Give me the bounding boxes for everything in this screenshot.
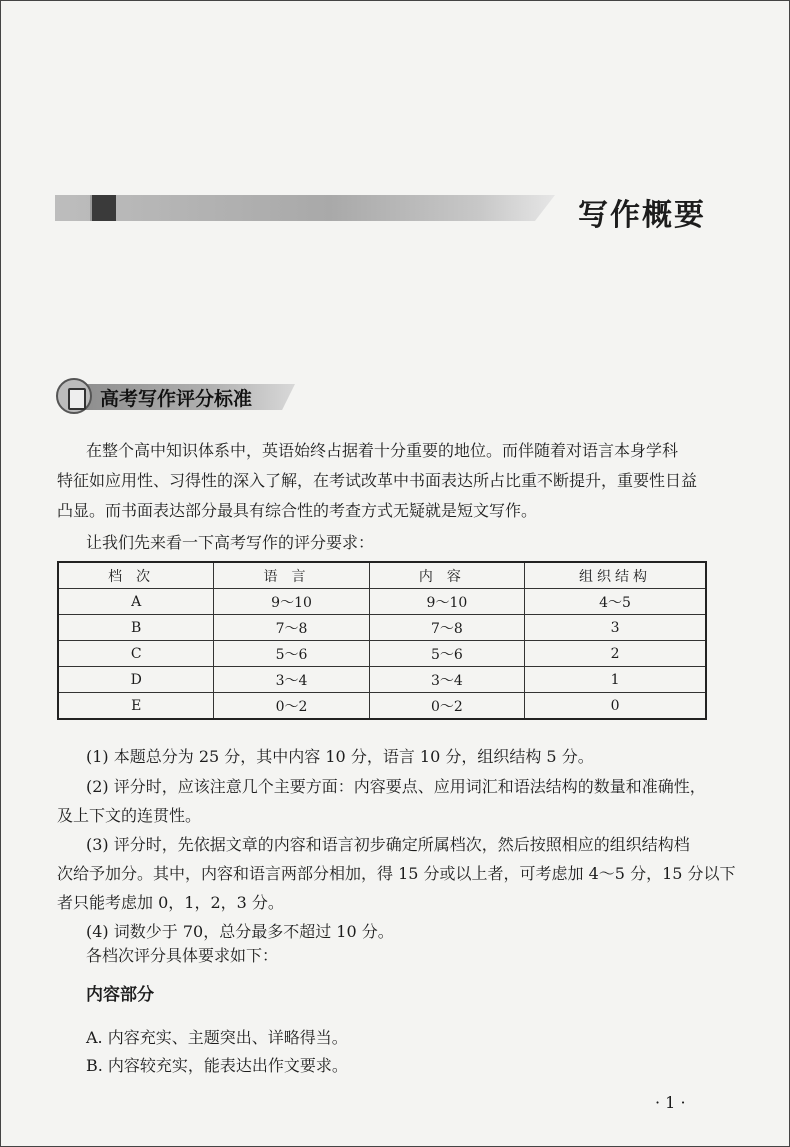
cell-content: 0～2 — [369, 693, 524, 720]
header-content: 内容 — [369, 562, 524, 589]
cell-language: 5～6 — [214, 641, 369, 667]
table-row — [58, 589, 706, 615]
table-row — [58, 667, 706, 693]
header-square-dark — [92, 195, 116, 221]
cell-language: 0～2 — [214, 693, 369, 720]
table-row — [58, 693, 706, 720]
section-badge-circle — [56, 378, 92, 414]
cell-grade: C — [58, 641, 214, 667]
table-row — [58, 615, 706, 641]
cell-language: 7～8 — [214, 615, 369, 641]
cell-organization: 1 — [525, 667, 706, 693]
table-header-row — [58, 562, 706, 589]
note-2-line-2: 及上下文的连贯性。 — [57, 806, 202, 825]
document-icon — [68, 388, 86, 410]
cell-content: 7～8 — [369, 615, 524, 641]
intro-line-4: 让我们先来看一下高考写作的评分要求： — [86, 533, 375, 552]
content-item-a: A. 内容充实、主题突出、详略得当。 — [86, 1028, 348, 1047]
note-1: (1) 本题总分为 25 分，其中内容 10 分，语言 10 分，组织结构 5 分。 — [86, 747, 594, 766]
cell-organization: 0 — [525, 693, 706, 720]
intro-line-1: 在整个高中知识体系中，英语始终占据着十分重要的地位。而伴随着对语言本身学科 — [86, 441, 679, 460]
header-grade: 档次 — [58, 562, 214, 589]
cell-organization: 4～5 — [525, 589, 706, 615]
scoring-table — [57, 561, 707, 720]
header-language: 语言 — [214, 562, 369, 589]
cell-grade: D — [58, 667, 214, 693]
cell-language: 3～4 — [214, 667, 369, 693]
cell-grade: A — [58, 589, 214, 615]
cell-language: 9～10 — [214, 589, 369, 615]
note-4: (4) 词数少于 70，总分最多不超过 10 分。 — [86, 922, 394, 941]
note-3-line-3: 者只能考虑加 0，1，2，3 分。 — [57, 893, 284, 912]
content-item-b: B. 内容较充实，能表达出作文要求。 — [86, 1056, 348, 1075]
page-number: · 1 · — [655, 1093, 686, 1112]
intro-line-3: 凸显。而书面表达部分最具有综合性的考查方式无疑就是短文写作。 — [57, 501, 538, 520]
chapter-title: 写作概要 — [578, 198, 706, 233]
cell-organization: 2 — [525, 641, 706, 667]
cell-grade: B — [58, 615, 214, 641]
header-organization: 组织结构 — [525, 562, 706, 589]
note-3-line-1: (3) 评分时，先依据文章的内容和语言初步确定所属档次，然后按照相应的组织结构档 — [86, 835, 690, 854]
table-row — [58, 641, 706, 667]
section-badge — [52, 376, 297, 416]
note-3-line-2: 次给予加分。其中，内容和语言两部分相加，得 15 分或以上者，可考虑加 4～5 分，15 分以下 — [57, 864, 736, 883]
note-5: 各档次评分具体要求如下： — [86, 946, 279, 965]
cell-grade: E — [58, 693, 214, 720]
cell-content: 5～6 — [369, 641, 524, 667]
intro-line-2: 特征如应用性、习得性的深入了解，在考试改革中书面表达所占比重不断提升，重要性日益 — [57, 471, 698, 490]
cell-content: 9～10 — [369, 589, 524, 615]
cell-organization: 3 — [525, 615, 706, 641]
chapter-header-band — [55, 195, 555, 221]
content-section-heading: 内容部分 — [86, 985, 154, 1005]
cell-content: 3～4 — [369, 667, 524, 693]
note-2-line-1: (2) 评分时，应该注意几个主要方面：内容要点、应用词汇和语法结构的数量和准确性， — [86, 777, 706, 796]
section-title: 高考写作评分标准 — [100, 388, 253, 410]
